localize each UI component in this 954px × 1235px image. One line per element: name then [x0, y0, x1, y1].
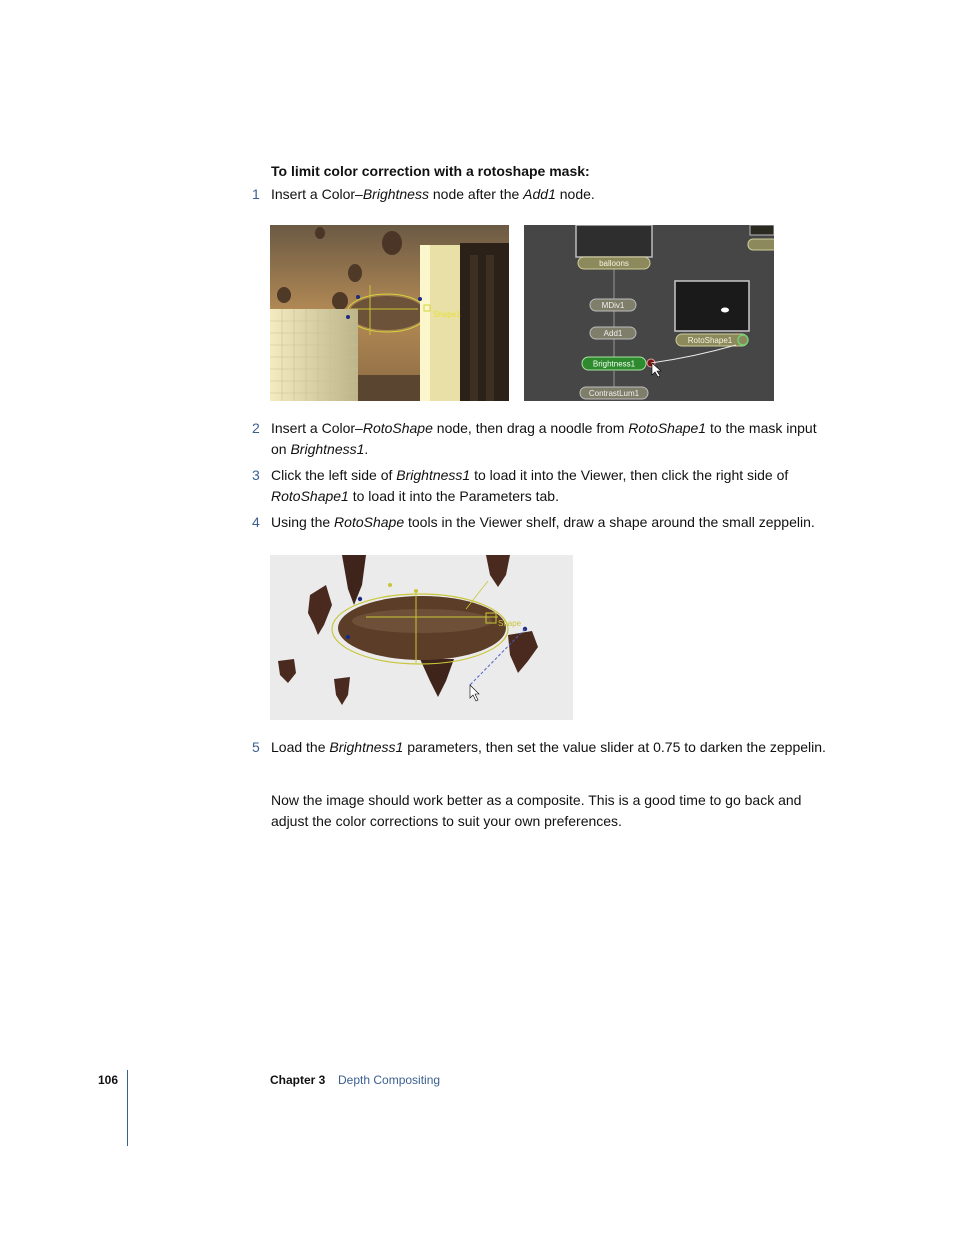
step-text: Load the Brightness1 parameters, then set the value slider at 0.75 to darken the zeppelin. — [271, 739, 826, 755]
page-number: 106 — [98, 1073, 119, 1087]
node-tree-screenshot — [524, 225, 774, 401]
step-number: 5 — [252, 739, 260, 755]
procedure-heading: To limit color correction with a rotoshape mask: — [271, 163, 590, 179]
step-number: 4 — [252, 514, 260, 530]
node-add: Add1 — [603, 329, 623, 338]
shape-label: Shape1 — [433, 310, 461, 319]
step-number: 3 — [252, 467, 260, 483]
rotoshape-viewer-screenshot — [270, 555, 573, 720]
step-text: Using the RotoShape tools in the Viewer shelf, draw a shape around the small zeppelin. — [271, 514, 815, 530]
footer-chapter: Chapter 3 — [270, 1073, 326, 1087]
footer-divider — [127, 1070, 128, 1146]
node-brightness: Brightness1 — [592, 359, 636, 369]
node-contrast: ContrastLum1 — [588, 389, 640, 398]
node-rotoshape: RotoShape1 — [687, 336, 733, 345]
shape-label: Shape — [498, 619, 522, 628]
step-number: 2 — [252, 420, 260, 436]
city-viewer-screenshot — [270, 225, 509, 401]
step-text: Insert a Color–RotoShape node, then drag a noodle from RotoShape1 to the mask input on Brightness1. — [271, 420, 817, 457]
node-mdiv: MDiv1 — [601, 301, 625, 310]
step-number: 1 — [252, 186, 260, 202]
footer-chapter-title: Depth Compositing — [338, 1073, 441, 1087]
closing-paragraph: Now the image should work better as a composite. This is a good time to go back and adjust the color corrections to suit your own preferences. — [271, 792, 802, 829]
node-balloons: balloons — [599, 259, 629, 268]
step-text: Click the left side of Brightness1 to load it into the Viewer, then click the right side of RotoShape1 to load it into the Parameters tab. — [271, 467, 789, 504]
step-text: Insert a Color–Brightness node after the Add1 node. — [271, 186, 595, 202]
